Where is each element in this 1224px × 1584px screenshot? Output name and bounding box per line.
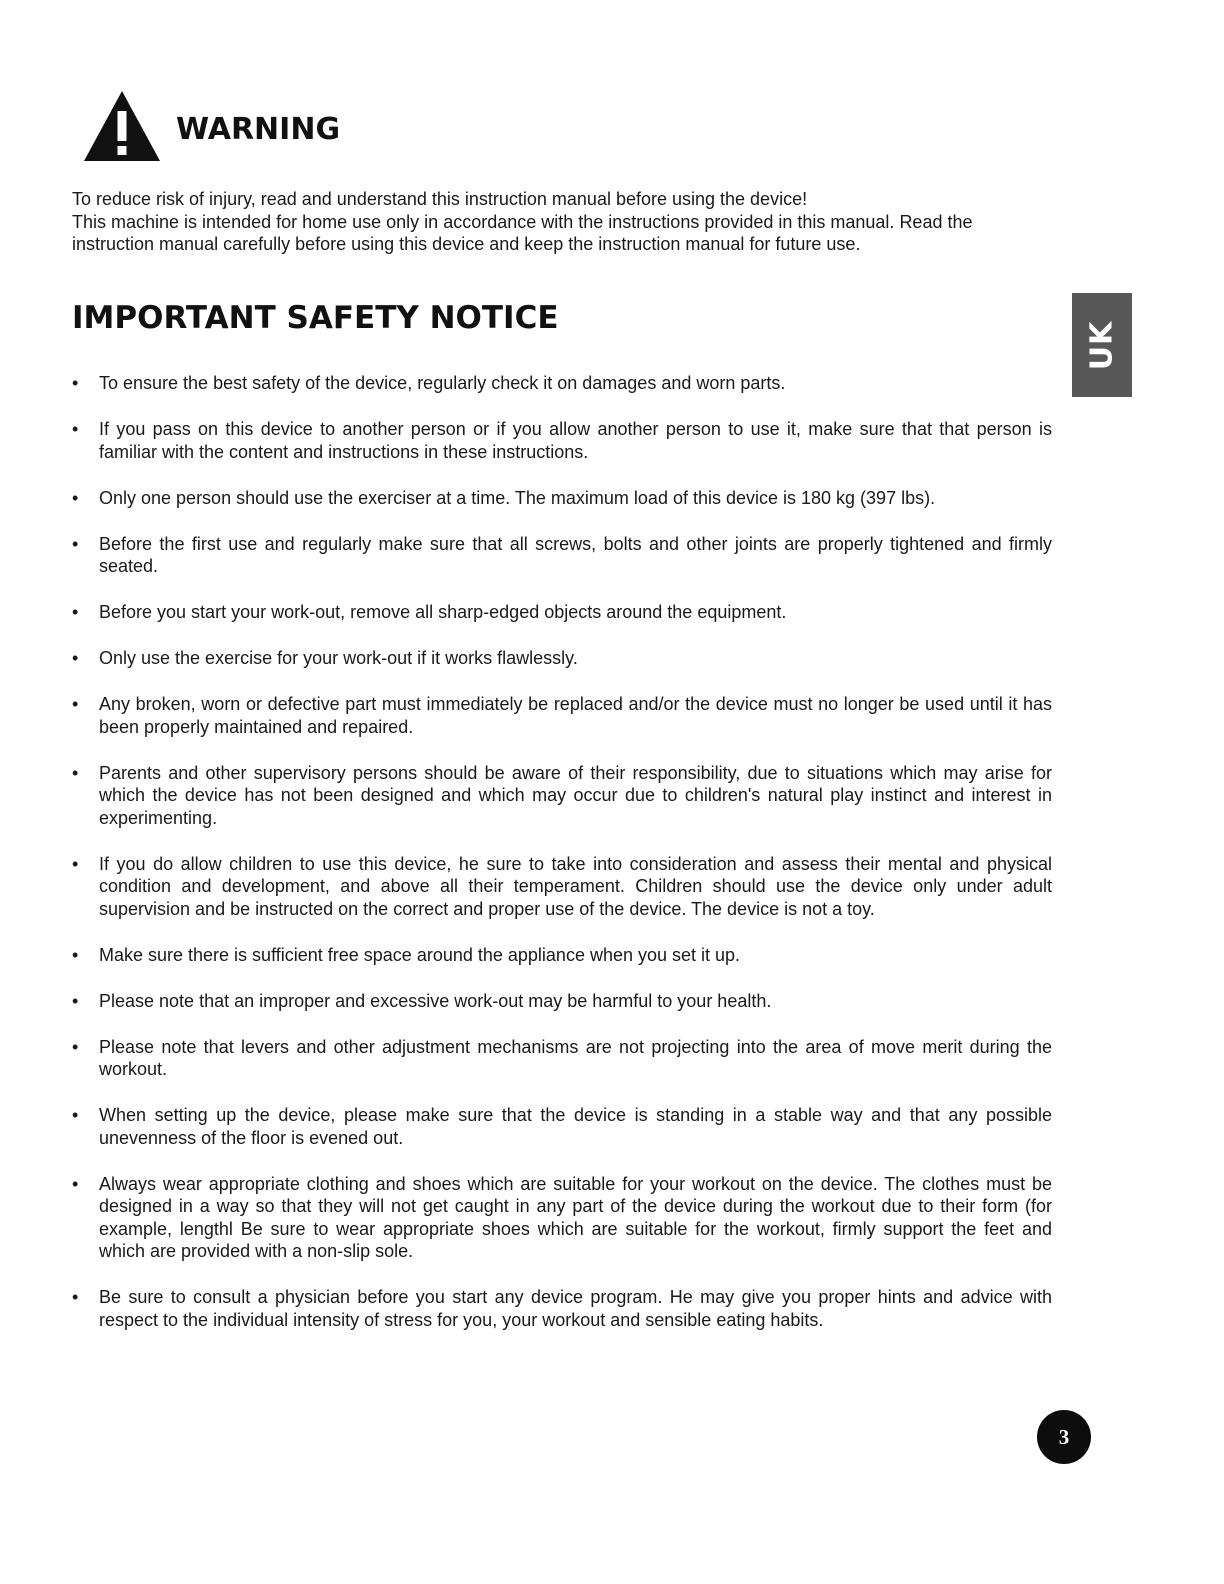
bullet: • (72, 853, 79, 874)
notice-text: Any broken, worn or defective part must immediately be replaced and/or the device must no longer be used until it has been properly maintained and repaired. (99, 694, 1052, 737)
bullet: • (72, 373, 79, 393)
warning-header (82, 86, 340, 166)
notice-text: If you pass on this device to another person or if you allow another person to use it, make sure that that person is familiar with the content and instructions in these instructions. (99, 419, 1052, 462)
bullet: • (72, 1287, 79, 1307)
notice-text: Always wear appropriate clothing and shoes which are suitable for your workout on the device. The clothes must be designed in a way so that they will not get caught in any part of the device during the workout due to their form (for example, lengthl Be sure to wear appropriate shoes which are suitable for the workout, firmly support the feet and which are provided with a non-slip sole. (99, 1173, 1052, 1261)
safety-notice-list (72, 372, 1052, 1355)
notice-text: When setting up the device, please make sure that the device is standing in a stable way and that any possible unevenness of the floor is evened out. (99, 1105, 1052, 1148)
bullet: • (72, 1173, 79, 1194)
list-item (72, 1286, 1052, 1331)
notice-text: Please note that an improper and excessive work-out may be harmful to your health. (99, 990, 772, 1011)
bullet: • (72, 944, 79, 965)
list-item (72, 372, 1052, 395)
intro-line-1: To reduce risk of injury, read and understand this instruction manual before using the device! (72, 189, 808, 209)
list-item (72, 990, 1052, 1013)
list-item (72, 944, 1052, 967)
intro-line-2: This machine is intended for home use only in accordance with the instructions provided in this manual. Read the instruction manual carefully before using this device and keep the instruction manual for future use. (72, 211, 973, 254)
bullet: • (72, 1105, 79, 1125)
bullet: • (72, 419, 79, 439)
notice-text: Please note that levers and other adjustment mechanisms are not projecting into the area of move merit during the workout. (99, 1036, 1052, 1079)
bullet: • (72, 762, 79, 783)
warning-title: WARNING (176, 111, 341, 147)
list-item (72, 601, 1052, 624)
notice-text: If you do allow children to use this device, he sure to take into consideration and assess their mental and physical condition and development, and above all their temperament. Children should use the device only under adult supervision and be instructed on the correct and proper use of the device. The device is not a toy. (99, 853, 1052, 919)
warning-triangle-icon (82, 89, 162, 163)
section-title: IMPORTANT SAFETY NOTICE (72, 300, 559, 336)
notice-text: Before you start your work-out, remove all sharp-edged objects around the equipment. (99, 602, 787, 622)
notice-text: Make sure there is sufficient free space around the appliance when you set it up. (99, 944, 741, 965)
bullet: • (72, 694, 79, 714)
list-item (72, 853, 1052, 921)
page-number: 3 (1037, 1410, 1091, 1464)
notice-text: Be sure to consult a physician before you start any device program. He may give you proper hints and advice with respect to the individual intensity of stress for you, your workout and sensible eating habits. (99, 1287, 1052, 1330)
list-item (72, 647, 1052, 670)
list-item (72, 693, 1052, 738)
list-item (72, 533, 1052, 578)
bullet: • (72, 648, 79, 668)
bullet: • (72, 602, 79, 622)
intro-text (72, 188, 1057, 256)
notice-text: Before the first use and regularly make sure that all screws, bolts and other joints are properly tightened and firmly seated. (99, 533, 1052, 576)
notice-text: Parents and other supervisory persons should be aware of their responsibility, due to situations which may arise for which the device has not been designed and which may occur due to children's natural play instinct and interest in experimenting. (99, 762, 1052, 828)
list-item (72, 1104, 1052, 1149)
list-item (72, 1036, 1052, 1081)
notice-text: Only use the exercise for your work-out if it works flawlessly. (99, 648, 578, 668)
list-item (72, 487, 1052, 510)
language-tab (1072, 293, 1132, 397)
bullet: • (72, 533, 79, 554)
list-item (72, 1173, 1052, 1263)
list-item (72, 418, 1052, 463)
list-item (72, 762, 1052, 830)
bullet: • (72, 990, 79, 1011)
bullet: • (72, 1036, 79, 1057)
language-tab-label: UK (1084, 320, 1120, 370)
notice-text: Only one person should use the exerciser at a time. The maximum load of this device is 180 kg (397 lbs). (99, 487, 936, 508)
notice-text: To ensure the best safety of the device, regularly check it on damages and worn parts. (99, 373, 786, 393)
bullet: • (72, 487, 79, 508)
